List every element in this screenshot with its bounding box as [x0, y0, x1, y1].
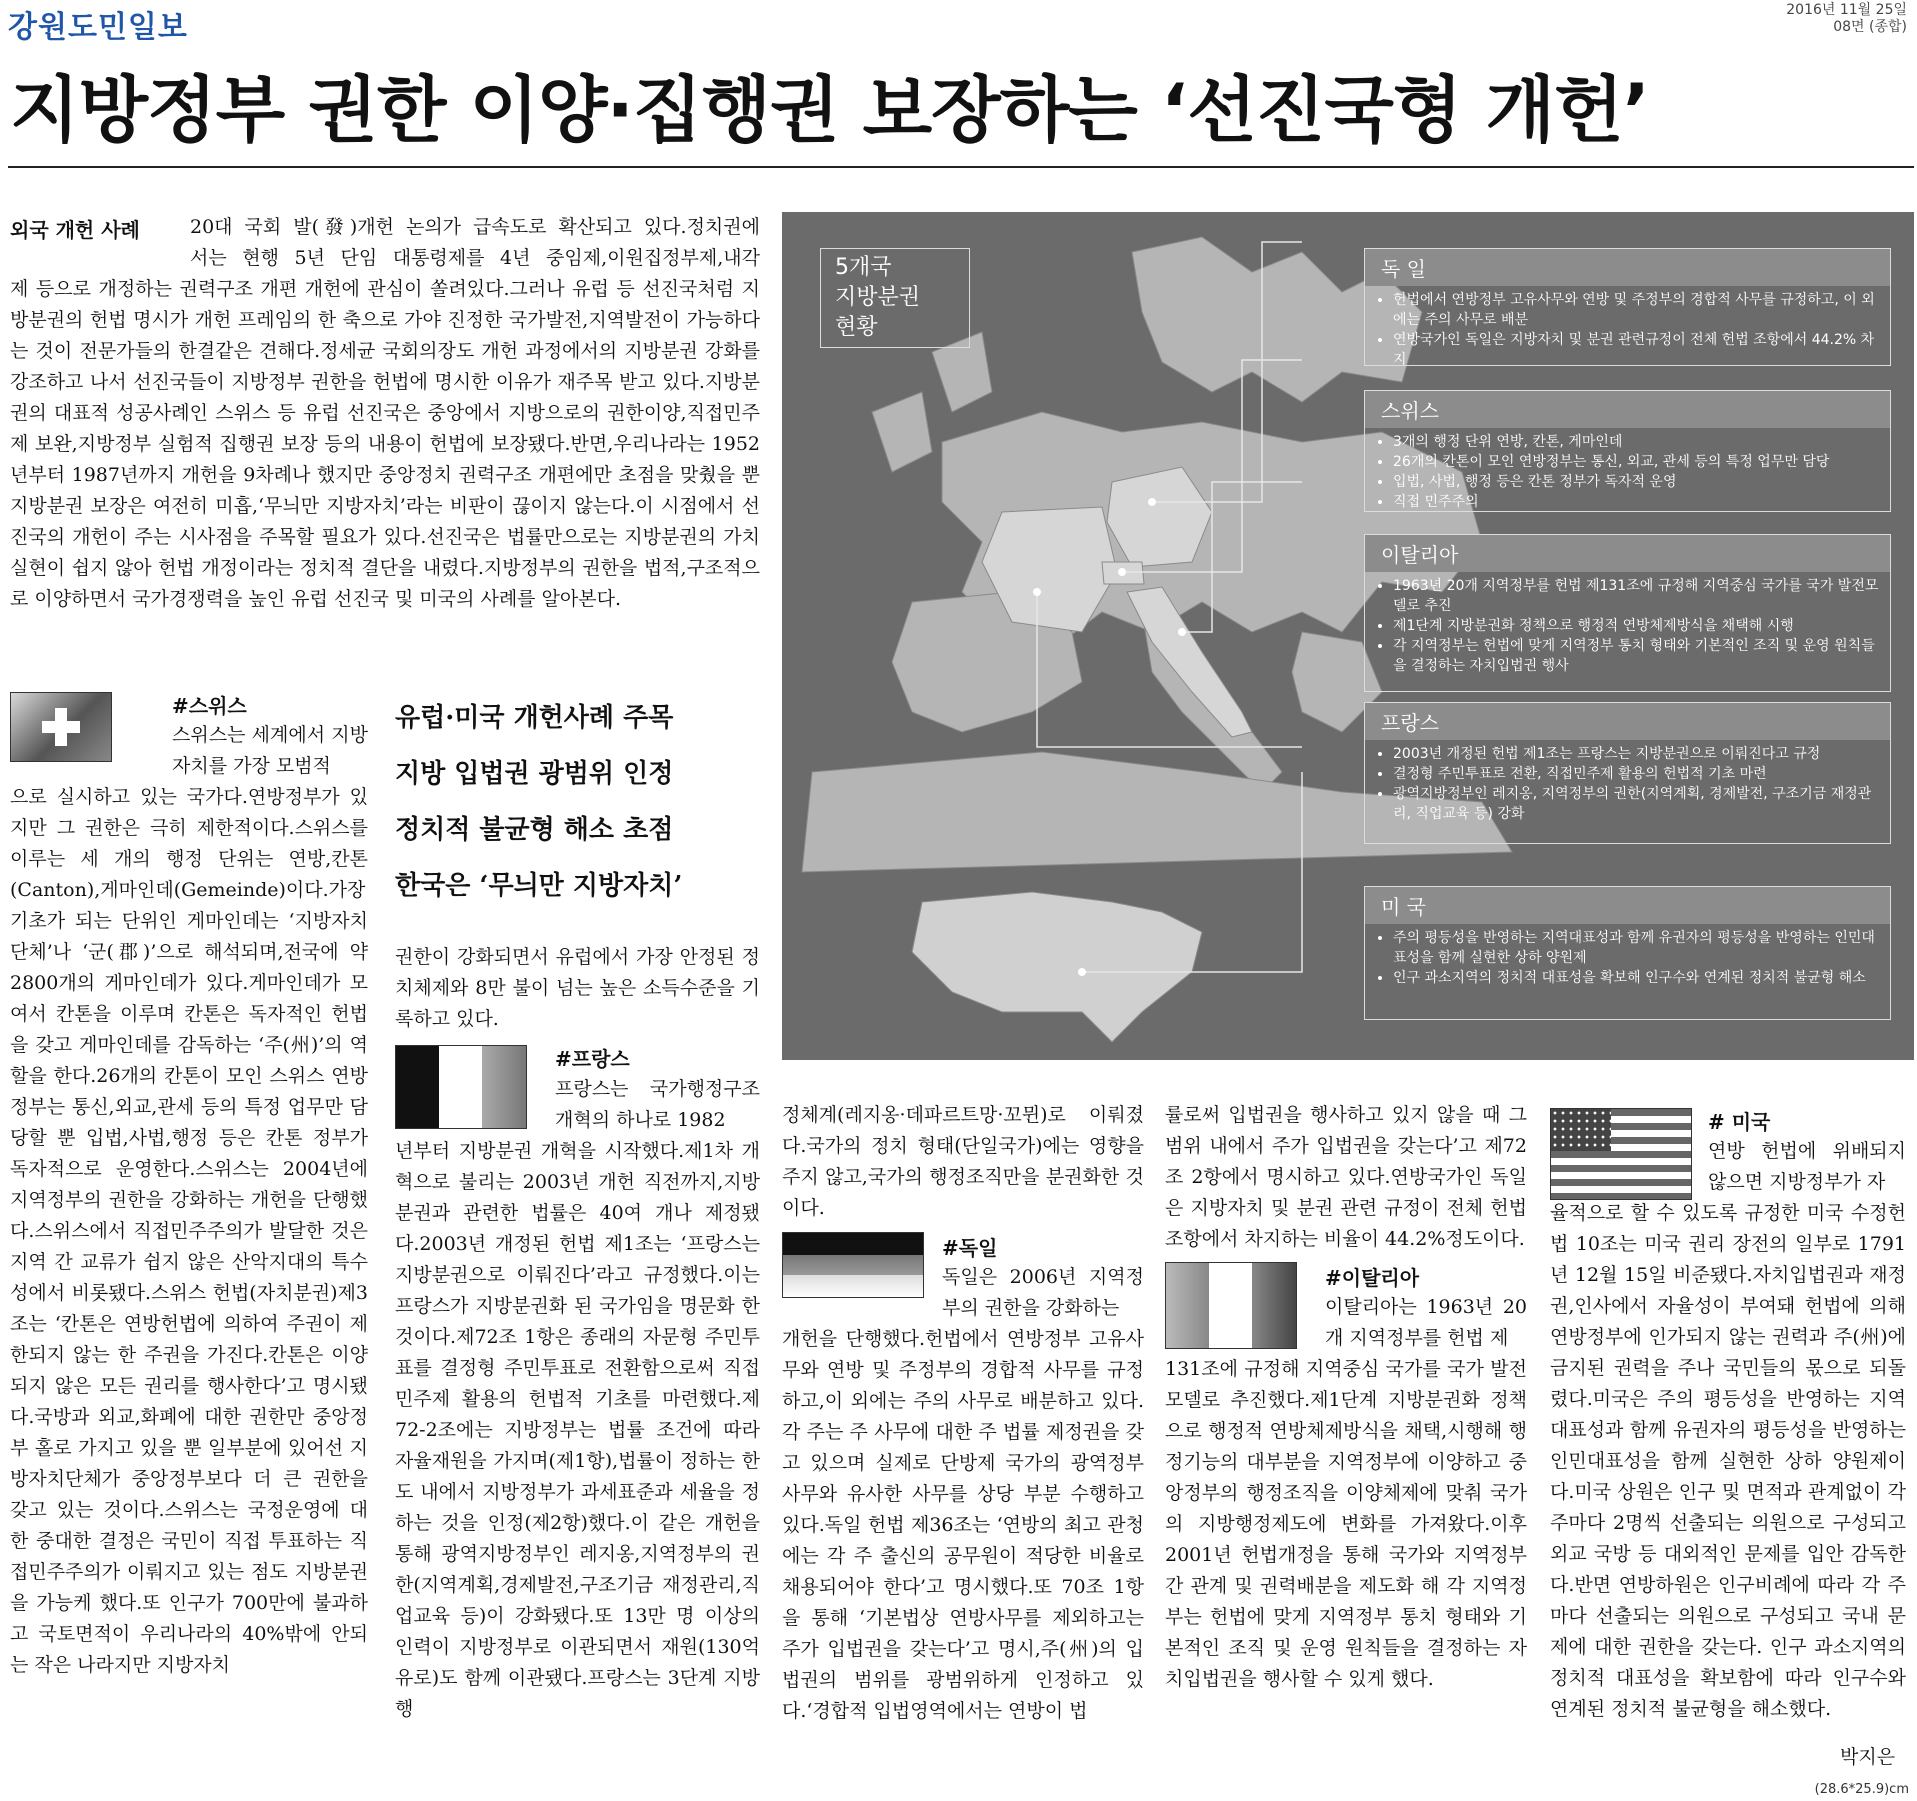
usa-land	[912, 892, 1202, 1042]
france-flag	[395, 1045, 527, 1129]
swiss-continued: 권한이 강화되면서 유럽에서 가장 안정된 정치체제와 8만 불이 넘는 높은 소득수준을 기록하고 있다.	[395, 946, 760, 1030]
headline: 지방정부 권한 이양·집행권 보장하는 ‘선진국형 개헌’	[10, 68, 1649, 152]
usa-flag	[1550, 1108, 1692, 1200]
lead-second-line: 서는 현행 5년 단임 대통령제를 4년 중임제,이원집정부제,내각	[190, 247, 760, 269]
swiss-box-title: 스위스	[1365, 391, 1890, 428]
map-title-box	[820, 248, 970, 348]
pull-quote-2: 지방 입법권 광범위 인정	[395, 759, 674, 789]
swiss-fact-2: • 26개의 칸톤이 모인 연방정부는 통신, 외교, 관세 등의 특정 업무만 담당	[1393, 452, 1882, 472]
italy-flag	[1165, 1262, 1297, 1349]
germany-fact-1: • 헌법에서 연방정부 고유사무와 연방 및 주정부의 경합적 사무를 규정하고, 이 외에는 주의 사무로 배분	[1393, 290, 1882, 330]
map-title-line-1: 5개국	[835, 255, 892, 280]
italy-box-title: 이탈리아	[1365, 535, 1890, 572]
usa-info-box	[1364, 886, 1891, 1020]
germany-flag	[782, 1232, 924, 1298]
usa-body: 율적으로 할 수 있도록 규정한 미국 수정헌법 10조는 미국 권리 장전의 일부로 1791년 12월 15일 비준됐다.자치입법권과 재정권,인사에서 자율성이 부여돼 헌법에 의해 연방정부에 인가되지 않는 권력과 주(州)에 금지된 권력을 주나 국민들의 몫으로 되돌렸다.미국은 주의 평등성을 반영하는 지역대표성과 함께 유권자의 평등성을 반영하는 인민대표성을 함께 실현한 상하 양원제이다.미국 상원은 인구 및 면적과 관계없이 각 주마다 2명씩 선출되는 의원으로 구성되고 외교 국방 등 대외적인 문제를 입안 감독한다.반면 연방하원은 인구비례에 따라 각 주마다 선출되는 의원으로 구성되고 국내 문제에 대한 권한을 갖는다. 인구 과소지역의 정치적 대표성을 확보함에 따라 인구수와 연계된 정치적 불균형을 해소했다.	[1550, 1202, 1906, 1720]
france-fact-2: • 결정형 주민투표로 전환, 직접민주제 활용의 헌법적 기초 마련	[1393, 764, 1882, 784]
france-heading: #프랑스	[555, 1047, 630, 1071]
france-intro: 프랑스는 국가행정구조 개혁의 하나로 1982	[555, 1078, 760, 1131]
italy-intro: 이탈리아는 1963년 20개 지역정부를 헌법 제	[1325, 1296, 1527, 1349]
germany-intro: 독일은 2006년 지역정부의 권한을 강화하는	[942, 1266, 1144, 1319]
lead-first-line: 20대 국회 발(發)개헌 논의가 급속도로 확산되고 있다.정치권에	[190, 216, 760, 238]
swiss-flag	[10, 692, 112, 762]
section-label: 외국 개헌 사례	[10, 218, 140, 242]
usa-intro: 연방 헌법에 위배되지 않으면 지방정부가 자	[1708, 1140, 1906, 1193]
france-fact-1: • 2003년 개정된 헌법 제1조는 프랑스는 지방분권으로 이뤄진다고 규정	[1393, 744, 1882, 764]
italy-body: 131조에 규정해 지역중심 국가를 국가 발전모델로 추진했다.제1단계 지방분권화 정책으로 행정적 연방체제방식을 채택,시행해 행정기능의 대부분을 지역정부에 이양하고 중앙정부의 행정조직을 이양체제에 맞춰 국가의 지방행정제도에 변화를 가져왔다.이후 2001년 헌법개정을 통해 국가와 지역정부 간 관계 및 권력배분을 제도화 해 각 지역정부는 헌법에 맞게 지역정부 통치 형태와 기본적인 조직 및 운영 원칙들을 결정하는 자치입법권을 행사할 수 있게 했다.	[1165, 1358, 1527, 1690]
france-box-title: 프랑스	[1365, 703, 1890, 740]
pull-quote-3: 정치적 불균형 해소 초점	[395, 815, 674, 845]
france-body: 년부터 지방분권 개혁을 시작했다.제1차 개혁으로 불리는 2003년 개헌 직전까지,지방분권과 관련한 법률은 40여 개나 제정됐다.2003년 개정된 헌법 제1조는 ‘프랑스는 지방분권으로 이뤄진다’라고 규정했다.이는 프랑스가 지방분권화 된 국가임을 명문화 한 것이다.제72조 1항은 종래의 자문형 주민투표를 결정형 주민투표로 전환함으로써 직접민주제 활용의 헌법적 기초를 마련했다.제72-2조에는 지방정부는 법률 조건에 따라 자율재원을 가지며(제1항),법률이 정하는 한도 내에서 지방정부가 과세표준과 세율을 정하는 것을 인정(제2항)했다.이 같은 개헌을 통해 광역지방정부인 레지옹,지역정부의 권한(지역계획,경제발전,구조기금 재정관리,직업교육 등)이 강화됐다.또 13만 명 이상의 인력이 지방정부로 이관되면서 재원(130억 유로)도 함께 이관됐다.프랑스는 3단계 지방행	[395, 1140, 760, 1720]
italy-fact-3: • 각 지역정부는 헌법에 맞게 지역정부 통치 형태와 기본적인 조직 및 운영 원칙들을 결정하는 자치입법권 행사	[1393, 636, 1882, 676]
map-graphic	[782, 212, 1914, 1060]
italy-fact-1: • 1963년 20개 지역정부를 헌법 제131조에 규정해 지역중심 국가를 국가 발전모델로 추진	[1393, 576, 1882, 616]
dateline	[1786, 2, 1907, 36]
italy-fact-2: • 제1단계 지방분권화 정책으로 행정적 연방체제방식을 채택해 시행	[1393, 616, 1882, 636]
swiss-fact-4: • 직접 민주주의	[1393, 492, 1882, 512]
swiss-info-box	[1364, 390, 1891, 512]
issue-date: 2016년 11월 25일	[1786, 2, 1907, 18]
germany-continued: 률로써 입법권을 행사하고 있지 않을 때 그 범위 내에서 주가 입법권을 갖는다’고 제72조 2항에서 명시하고 있다.연방국가인 독일은 지방자치 및 분권 관련 규정이 전체 헌법 조항에서 차지하는 비율이 44.2%정도이다.	[1165, 1104, 1527, 1250]
map-title-line-2: 지방분권	[835, 285, 921, 310]
swiss-fact-1: • 3개의 행정 단위 연방, 칸톤, 게마인데	[1393, 432, 1882, 452]
germany-heading: #독일	[942, 1236, 998, 1260]
italy-info-box	[1364, 534, 1891, 692]
france-continued: 정체계(레지옹·데파르트망·꼬뮌)로 이뤄졌다.국가의 정치 형태(단일국가)에는 영향을 주지 않고,국가의 행정조직만을 분권화한 것이다.	[782, 1104, 1144, 1219]
map-title-line-3: 현황	[835, 315, 878, 340]
usa-fact-2: • 인구 과소지역의 정치적 대표성을 확보해 인구수와 연계된 정치적 불균형 해소	[1393, 968, 1882, 988]
page-number: 08면 (종합)	[1833, 19, 1907, 35]
usa-heading: # 미국	[1708, 1110, 1771, 1134]
pull-quote-1: 유럽·미국 개헌사례 주목	[395, 703, 674, 733]
usa-box-title: 미 국	[1365, 887, 1890, 924]
lead-paragraph: 제 등으로 개정하는 권력구조 개편 개헌에 관심이 쏠려있다.그러나 유럽 등 선진국처럼 지방분권의 헌법 명시가 개헌 프레임의 한 축으로 가야 진정한 국가발전,지역발전이 가능하다는 것이 전문가들의 한결같은 견해다.정세균 국회의장도 개헌 과정에서의 지방분권 강화를 강조하고 나서 선진국들이 지방정부 권한을 헌법에 명시한 이유가 재주목 받고 있다.지방분권의 대표적 성공사례인 스위스 등 유럽 선진국은 중앙에서 지방으로의 권한이양,직접민주제 보완,지방정부 실험적 집행권 보장 등의 내용이 헌법에 보장됐다.반면,우리나라는 1952년부터 1987년까지 개헌을 9차례나 했지만 중앙정치 권력구조 개편에만 초점을 맞췄을 뿐 지방분권 보장은 여전히 미흡,‘무늬만 지방자치’라는 비판이 끊이지 않는다.이 시점에서 선진국의 개헌이 주는 시사점을 주목할 필요가 있다.선진국은 법률만으로는 지방분권의 가치 실현이 쉽지 않아 헌법 개정이라는 정치적 결단을 내렸다.지방정부의 권한을 법적,구조적으로 이양하면서 국가경쟁력을 높인 유럽 선진국 및 미국의 사례를 알아본다.	[10, 278, 760, 610]
newspaper-masthead: 강원도민일보	[8, 10, 188, 45]
germany-fact-2: • 연방국가인 독일은 지방자치 및 분권 관련규정이 전체 헌법 조항에서 44.2% 차지	[1393, 330, 1882, 370]
headline-rule	[8, 166, 1914, 168]
france-fact-3: • 광역지방정부인 레지옹, 지역정부의 권한(지역계획, 경제발전, 구조기금 재정관리, 직업교육 등) 강화	[1393, 784, 1882, 824]
france-info-box	[1364, 702, 1891, 844]
usa-fact-1: • 주의 평등성을 반영하는 지역대표성과 함께 유권자의 평등성을 반영하는 인민대표성을 함께 실현한 상하 양원제	[1393, 928, 1882, 968]
swiss-body: 으로 실시하고 있는 국가다.연방정부가 있지만 그 권한은 극히 제한적이다.스위스를 이루는 세 개의 행정 단위는 연방,칸톤(Canton),게마인데(Gemeinde)이다.가장 기초가 되는 단위인 게마인데는 ‘지방자치단체’나 ‘군(郡)’으로 해석되며,전국에 약 2800개의 게마인데가 있다.게마인데가 모여서 칸톤을 이루며 칸톤은 독자적인 헌법을 갖고 게마인데를 감독하는 ‘주(州)’의 역할을 한다.26개의 칸톤이 모인 스위스 연방정부는 통신,외교,관세 등의 특정 업무만 담당할 뿐 입법,사법,행정 등은 칸톤 정부가 독자적으로 운영한다.스위스는 2004년에 지역정부의 권한을 강화하는 개헌을 단행했다.스위스에서 직접민주주의가 발달한 것은 지역 간 교류가 쉽지 않은 산악지대의 특수성에서 비롯됐다.스위스 헌법(자치분권)제3조는 ‘칸톤은 연방헌법에 의하여 주권이 제한되지 않는 한 주권을 가진다.칸톤은 이양되지 않은 모든 권리를 행사한다’고 명시됐다.국방과 외교,화폐에 대한 권한만 중앙정부 홀로 가지고 있을 뿐 일부분에 있어선 지방자치단체가 중앙정부보다 더 큰 권한을 갖고 있는 것이다.스위스는 국정운영에 대한 중대한 결정은 국민이 직접 투표하는 직접민주주의가 이뤄지고 있는 점도 지방분권을 가능케 했다.또 인구가 700만에 불과하고 국토면적이 우리나라의 40%밖에 안되는 작은 나라지만 지방자치	[10, 786, 368, 1676]
article-size: (28.6*25.9)cm	[1814, 1782, 1909, 1797]
pull-quotes	[395, 690, 775, 914]
swiss-heading: #스위스	[172, 694, 247, 718]
byline: 박지은	[1840, 1746, 1896, 1768]
pull-quote-4: 한국은 ‘무늬만 지방자치’	[395, 871, 683, 901]
swiss-intro: 스위스는 세계에서 지방자치를 가장 모범적	[172, 724, 368, 777]
germany-box-title: 독 일	[1365, 249, 1890, 286]
swiss-fact-3: • 입법, 사법, 행정 등은 칸톤 정부가 독자적 운영	[1393, 472, 1882, 492]
italy-heading: #이탈리아	[1325, 1266, 1420, 1290]
germany-info-box	[1364, 248, 1891, 366]
germany-body: 개헌을 단행했다.헌법에서 연방정부 고유사무와 연방 및 주정부의 경합적 사무를 규정하고,이 외에는 주의 사무로 배분하고 있다.각 주는 주 사무에 대한 주 법률 제정권을 갖고 있으며 실제로 단방제 국가의 광역정부 사무와 유사한 사무를 상당 부분 수행하고 있다.독일 헌법 제36조는 ‘연방의 최고 관청에는 각 주 출신의 공무원이 적당한 비율로 채용되어야 한다’고 명시했다.또 70조 1항을 통해 ‘기본법상 연방사무를 제외하고는 주가 입법권을 갖는다’고 명시,주(州)의 입법권의 범위를 광범위하게 인정하고 있다.‘경합적 입법영역에서는 연방이 법	[782, 1328, 1144, 1722]
